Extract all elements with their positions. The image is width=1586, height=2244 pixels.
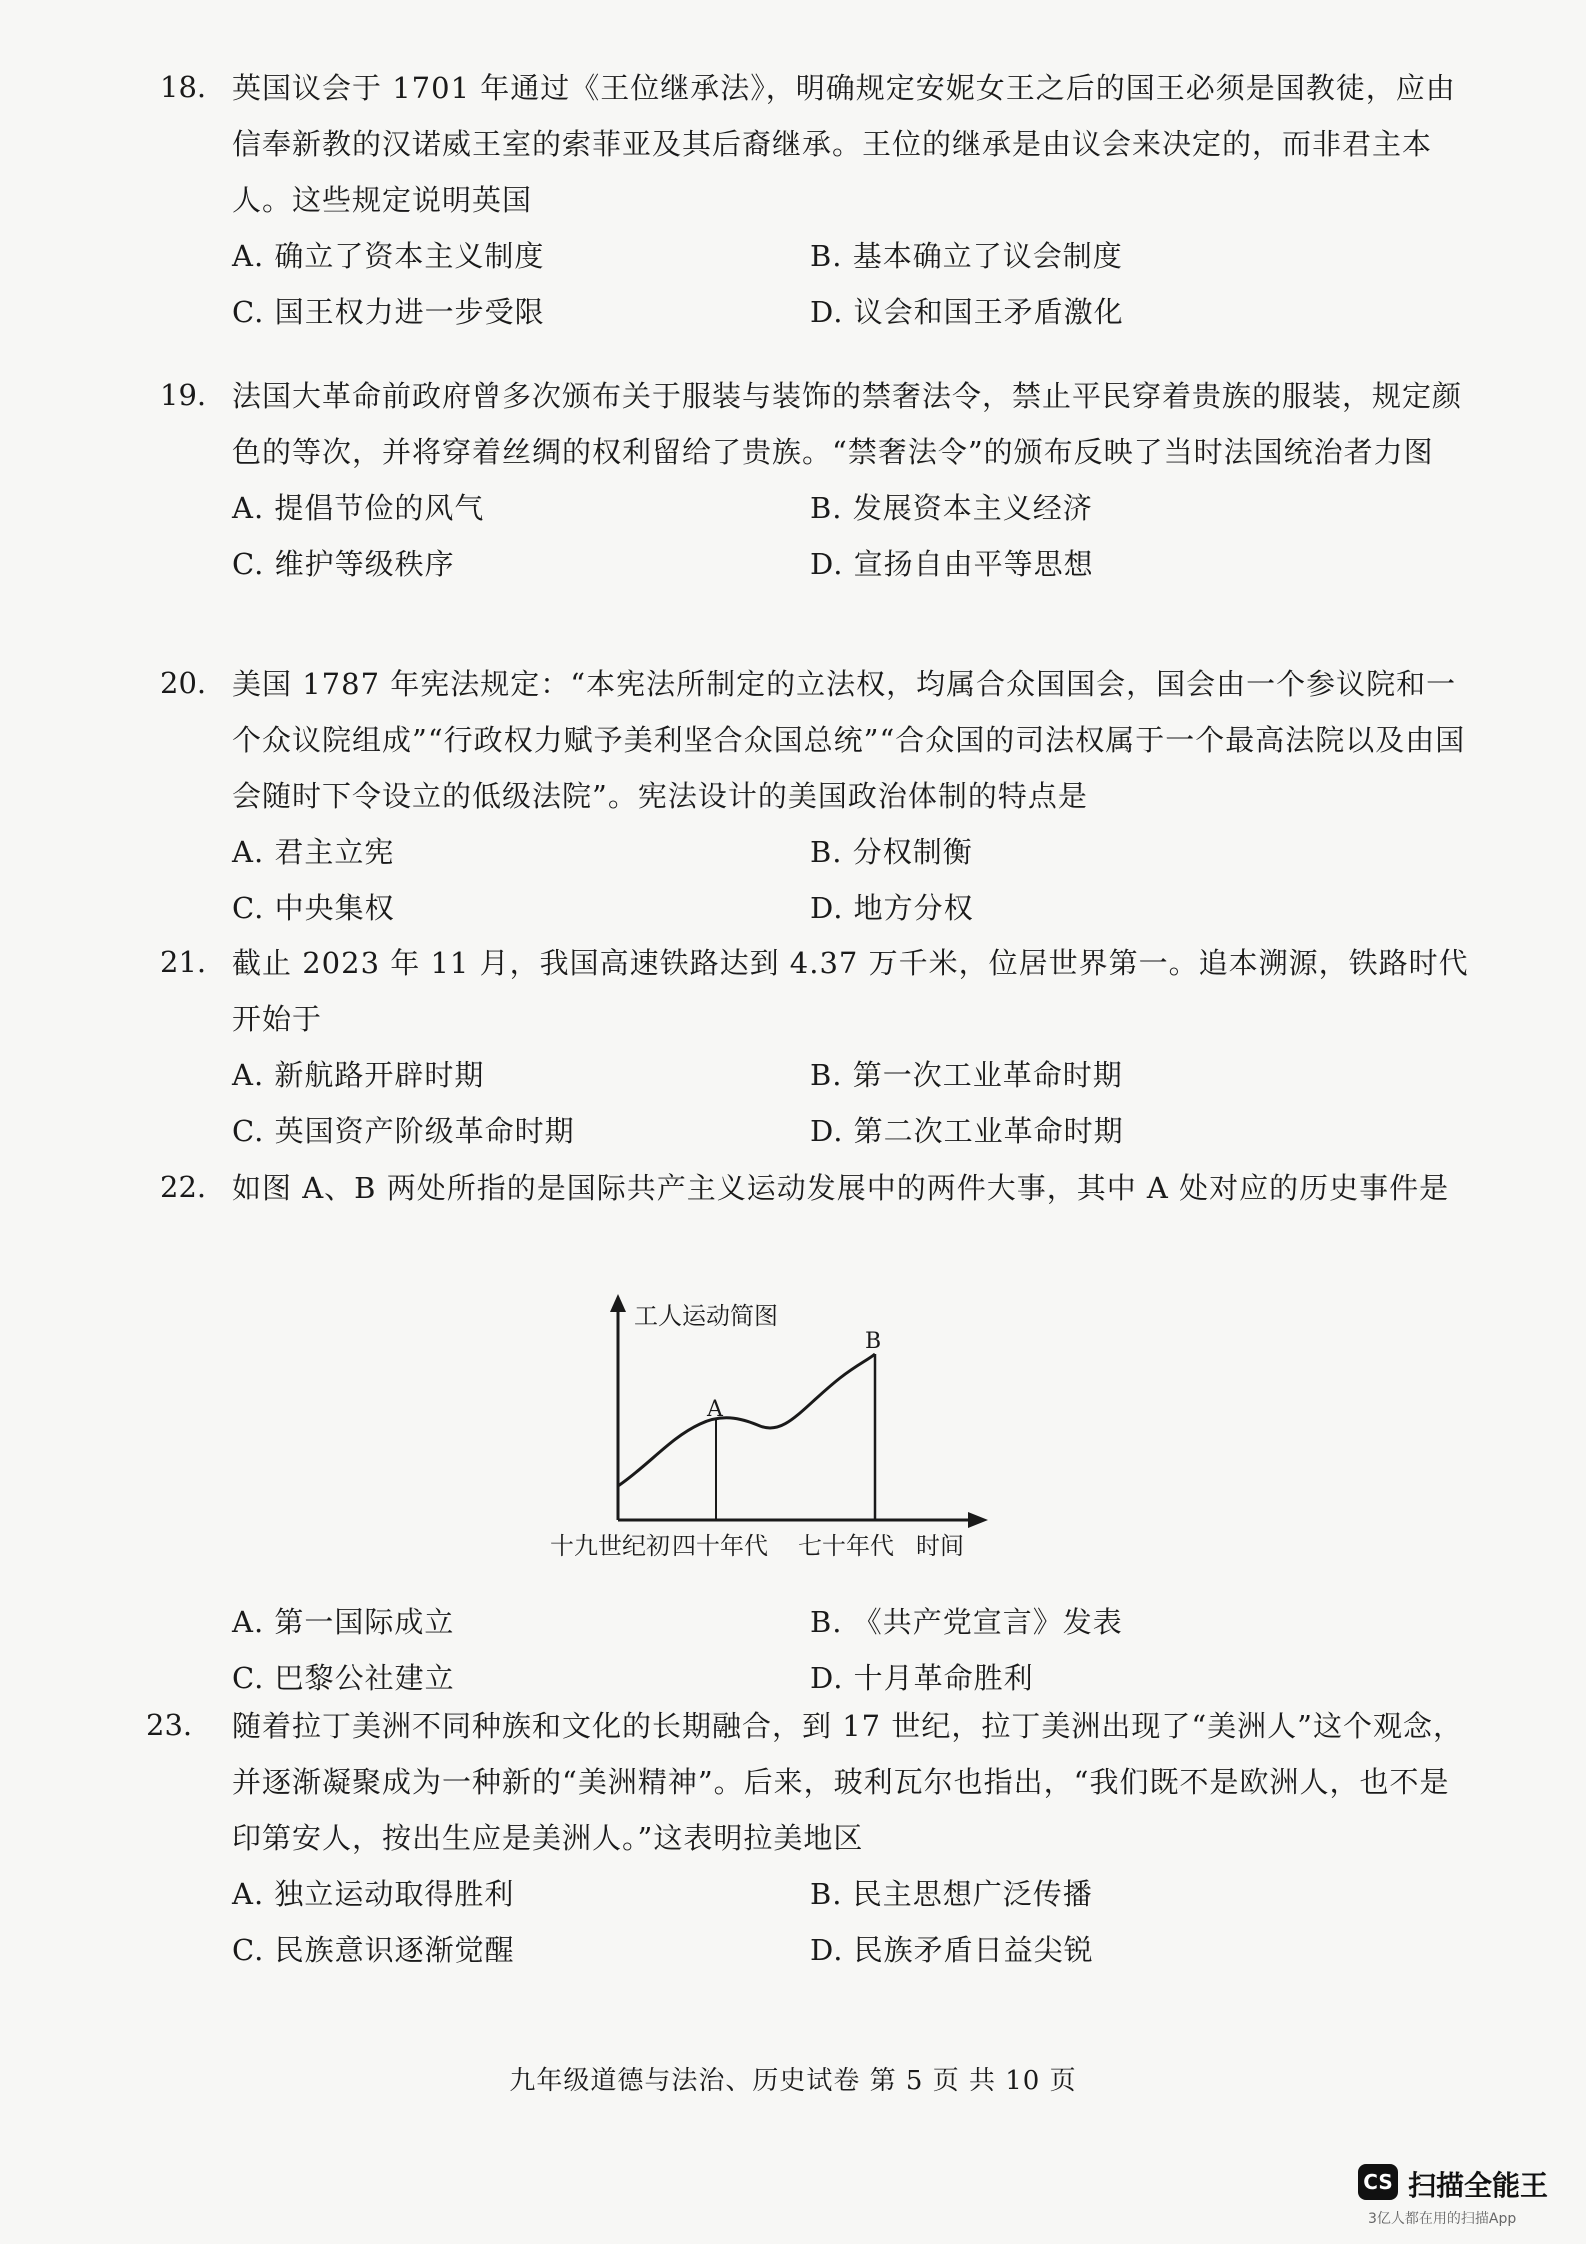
question-stem: 法国大革命前政府曾多次颁布关于服装与装饰的禁奢法令，禁止平民穿着贵族的服装，规定颜色的等次，并将穿着丝绸的权利留给了贵族。“禁奢法令”的颁布反映了当时法国统治者力图 [232,379,1463,469]
workers-movement-chart [540,1288,1000,1560]
option-d[interactable]: D. 第二次工业革命时期 [810,1114,1124,1148]
options [232,1866,1470,1978]
question-19 [160,368,1470,592]
point-a-label: A [707,1397,723,1422]
option-c[interactable]: C. 中央集权 [232,891,395,925]
question-20 [160,656,1470,936]
x-axis-arrow [968,1512,988,1528]
question-23 [146,1698,1470,1978]
option-b[interactable]: B. 发展资本主义经济 [810,491,1093,525]
point-b-label: B [865,1329,882,1354]
question-stem: 截止 2023 年 11 月，我国高速铁路达到 4.37 万千米，位居世界第一。追本溯源，铁路时代开始于 [232,946,1469,1036]
option-c[interactable]: C. 维护等级秩序 [232,547,455,581]
page-footer: 九年级道德与法治、历史试卷 第 5 页 共 10 页 [509,2066,1077,2096]
brand-name: 扫描全能王 [1408,2169,1549,2202]
options [232,824,1470,936]
option-c[interactable]: C. 国王权力进一步受限 [232,295,545,329]
option-c[interactable]: C. 英国资产阶级革命时期 [232,1114,575,1148]
option-d[interactable]: D. 地方分权 [810,891,974,925]
options [232,1047,1470,1159]
option-d[interactable]: D. 宣扬自由平等思想 [810,547,1094,581]
movement-curve [618,1354,875,1486]
option-c[interactable]: C. 民族意识逐渐觉醒 [232,1933,515,1967]
question-number: 19. [160,378,207,412]
x-label-early-19c: 十九世纪初 [550,1532,670,1560]
option-a[interactable]: A. 君主立宪 [232,835,395,869]
option-a[interactable]: A. 独立运动取得胜利 [232,1877,515,1911]
x-label-1840s: 四十年代 [672,1532,768,1560]
scanner-watermark [1358,2162,1558,2232]
option-b[interactable]: B. 第一次工业革命时期 [810,1058,1123,1092]
question-stem: 美国 1787 年宪法规定：“本宪法所制定的立法权，均属合众国国会，国会由一个参议院和一个众议院组成”“行政权力赋予美利坚合众国总统”“合众国的司法权属于一个最高法院以及由国会随时下令设立的低级法院”。宪法设计的美国政治体制的特点是 [232,667,1466,813]
y-axis-arrow [610,1294,626,1312]
question-number: 22. [160,1170,207,1204]
option-a[interactable]: A. 确立了资本主义制度 [232,239,545,273]
option-b[interactable]: B. 基本确立了议会制度 [810,239,1123,273]
option-b[interactable]: B. 分权制衡 [810,835,973,869]
question-number: 18. [160,70,207,104]
option-d[interactable]: D. 议会和国王矛盾激化 [810,295,1124,329]
option-a[interactable]: A. 提倡节俭的风气 [232,491,485,525]
options [232,1594,1470,1706]
question-18 [160,60,1470,340]
options [232,228,1470,340]
x-axis-label: 时间 [916,1532,964,1560]
option-c[interactable]: C. 巴黎公社建立 [232,1661,455,1695]
question-stem: 如图 A、B 两处所指的是国际共产主义运动发展中的两件大事，其中 A 处对应的历史事件是 [232,1171,1450,1205]
option-b[interactable]: B. 民主思想广泛传播 [810,1877,1093,1911]
option-d[interactable]: D. 十月革命胜利 [810,1661,1034,1695]
option-d[interactable]: D. 民族矛盾日益尖锐 [810,1933,1094,1967]
question-number: 21. [160,945,207,979]
cs-logo-icon: CS [1358,2164,1398,2200]
question-number: 20. [160,666,207,700]
option-a[interactable]: A. 新航路开辟时期 [232,1058,485,1092]
option-b[interactable]: B. 《共产党宣言》发表 [810,1605,1123,1639]
question-stem: 随着拉丁美洲不同种族和文化的长期融合，到 17 世纪，拉丁美洲出现了“美洲人”这个观念，并逐渐凝聚成为一种新的“美洲精神”。后来，玻利瓦尔也指出，“我们既不是欧洲人，也不是印第安人，按出生应是美洲人。”这表明拉美地区 [232,1709,1463,1855]
chart-svg [540,1288,1000,1560]
options [232,480,1470,592]
question-number: 23. [146,1708,193,1742]
x-label-1870s: 七十年代 [798,1532,894,1560]
brand-tagline: 3亿人都在用的扫描App [1368,2211,1517,2227]
question-stem: 英国议会于 1701 年通过《王位继承法》，明确规定安妮女王之后的国王必须是国教徒，应由信奉新教的汉诺威王室的索菲亚及其后裔继承。王位的继承是由议会来决定的，而非君主本人。这些规定说明英国 [232,71,1456,217]
chart-title: 工人运动简图 [634,1302,778,1330]
option-a[interactable]: A. 第一国际成立 [232,1605,455,1639]
question-21 [160,935,1470,1159]
